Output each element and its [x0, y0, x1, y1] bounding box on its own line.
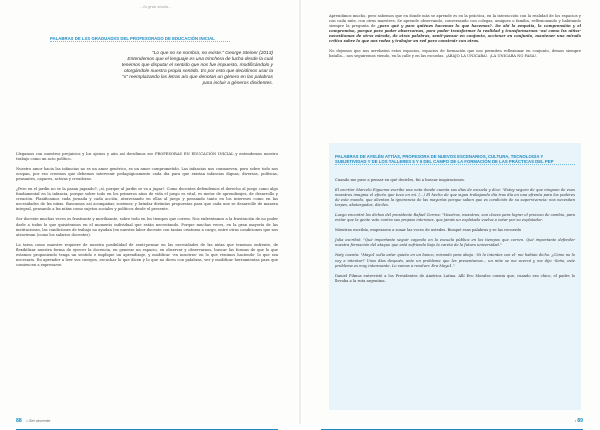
emphasis-text: ¿para qué y para quiénes hacemos lo que hacemos?. De ahí la empatía, la comprensión y el compromiso, porque para poder observarnos, para poder transformar la realidad y transformarnos -así como lxs niñxs- necesitamos de otrxs mirada, de otras palabras, senti-pensar en conjunto, accionar en conjunto, mantener una mirada crítica sobre lo que nos rodea y trabajar en red para construir con otros.	[329, 24, 581, 44]
left-section-heading: PALABRAS DE LXS GRADUADXS DEL PROFESORADO DE EDUCACIÓN INICIAL	[50, 36, 215, 41]
paragraph: Aprendimos mucho, pero sabemos que en donde más se aprende es en la práctica, en la interacción con la realidad de los espacios y con cada niñe, con otrxs maestres. Se aprende observando, conversando con colegas, amigues o familia, reflexionando y habitando siempre la pregunta de ¿para qué y para quiénes hacemos lo que hacemos?. De ahí la empatía, la comprensión y el compromiso, porque para poder observarnos, para poder transformar la realidad y transformarnos -así como lxs niñxs- necesitamos de otrxs mirada, de otras palabras, senti-pensar en conjunto, accionar en conjunto, mantener una mirada crítica sobre lo que nos rodea y trabajar en red para construir con otros.	[329, 14, 581, 44]
quote-line: "Lo que no se nombra, no existe." George Steiner (2013)	[151, 51, 273, 56]
page-number: 89	[577, 418, 583, 424]
left-heading-box	[50, 36, 230, 42]
quote-line: "x" reemplazando las letras a/o que denotan un género en las palabras	[122, 75, 273, 81]
quote-line: otorgándole nuestra propia sentido. Es por esto que decidimos usar la	[123, 69, 273, 75]
paragraph: Ser docente muchas veces es frustrante y movilizante, sobre todo en los tiempos que corren. Nos enfrentamos a la frustración de no poder darle a todxs lo que quisiéramos en el momento individual que están necesitando. Porque muchas veces, en la gran mayoría de las instituciones, las condiciones de trabajo no ayudan (en nuestra labor docente con tantas criaturas a cargo, entre otras condiciones que nos atraviesan (como los salarios docentes).	[16, 217, 278, 237]
paragraph: ¿Pero en el jardín no se la pasan jugando?, ¡sí, porque al jardín se va a jugar!. Como docentes defendemos el derecho al juego como algo fundamental en la infancia, porque sobre todo en los primeros años de vida el juego es vital, es motor de aprendizajes, de desarrollo y creación. Planificamos cada jornada y cada acción, atravesando en ellas al juego y pensando tanto en los intereses como en las necesidades de lxs niñxs. Buscamos así acompañar, sostener, y brindar distintas propuestas para que cada une se desarrolle de manera integral, pensando a lxs niñxs como sujetos sociales y políticos desde el presente.	[16, 187, 278, 212]
footer-title: Ser docente	[28, 418, 51, 423]
page-number: 88	[16, 418, 22, 424]
paragraph: La tarea como maestre requiere de nuestra posibilidad de senti-pensar en las necesidades de lxs niñxs que tenemos enfrente, de flexibilizar nuestra forma de ejercer la docencia, en generar un espacio, en observar y observarnos, buscar las formas de que lo que estamos proponiendo tenga un sentido e implique un aprendizaje, y modificar -en nosotrxs- en lo que venimos haciendo- lo que sea necesario. En aprender a leer sus cuerpos, escuchar lo que dicen y lo que no dicen con palabras, ver y modificar herramientas para que comiencen a expresarse.	[16, 242, 278, 267]
right-section-heading: PALABRAS DE AYELÉN ATTÍAS, PROFESORA DE NUEVOS ESCENARIOS, CULTURA, TECNOLOGÍA Y SUBJETIVIDAD Y DE LOS TALLERES 5 Y 6 DEL CAMPO DE LA FORMACIÓN DE LAS PRÁCTICAS DEL PEP	[335, 154, 554, 165]
right-body-top	[329, 14, 581, 59]
left-footer: 88 • Ser docente	[16, 409, 278, 430]
paragraph: No dejemos que nos arrebaten estos espacios, espacios de formación que nos permiten reflexionar en conjunto, demos siempre batalla... nos seguiremos viendo, en la calle y en las escuelas. ¡ABAJO LA UNICABA!. ¡LA UNICABA NO PASA!.	[329, 49, 581, 59]
right-body	[335, 178, 575, 284]
paragraph: Julia escribió: "Qué importante seguir cayendo en la escuela pública en los tiempos que corren. Qué importante defender nuestra formación del ataque que está sufriendo bajo la careta de la futura universidad."	[335, 238, 575, 248]
paragraph: Llegamos con nuestros prejuicios y los ajenos y aún así decidimos ser PROFESORAS EN EDUCACIÓN INICIAL y entendemos nuestro trabajo como un acto político.	[16, 152, 278, 162]
right-footer: • 89	[321, 409, 583, 430]
paragraph: Nuestro amor hacia las infancias no es un amor genérico, es un amor comprometido. Las infancias nos conmueven, pero sobre todo nos ocupan, por eso creemos que debemos intervenir pedagógicamente cada día para que existan infancias dignas, diversas, políticas, pensantes, capaces, activas y creadoras.	[16, 167, 278, 182]
quote-line: para incluir a géneros disidentes.	[202, 81, 273, 87]
left-page	[0, 0, 299, 424]
paragraph: Daniel Filmus entrevistó a los Presidentes de América Latina. Allí Evo Morales cuenta que, cuando era chico, el padre lo llevaba a la ruta argentina.	[335, 273, 575, 283]
paragraph: Mientras escribía, empezaron a sonar las voces de ustedes. Busqué esas palabras y se las recuerdo	[335, 228, 522, 233]
right-page	[301, 0, 600, 424]
epigraph-quote	[55, 51, 273, 88]
paragraph: Naty cuenta: "Mayo1 solía estar quieto en un banco, mirando para abajo. -Ni lo intentes con el- me habían dicho. ¿Cómo no lo voy a intentar? Unos días después, ante un problema que les presentamos... un niñe se me acercó y me dijo -Seño, este problema es muy interesante. Lo vamos a resolver. Era Mayo1."	[335, 253, 575, 268]
paragraph: El escritor Marcelo Figueras escribe una nota donde cuenta sus días de escuela y dice: "Estoy seguro de que ninguno de esos maestros imagina el efecto que tuvo en mí. (...) El hecho de que sigan trabajando día tras día en una afrenta para los poderes de este mundo, que alientan la ignorancia de las mayorías porque saben que es condición de su supervivencia: nos necesitan torpes, abotargados, dóciles.	[335, 188, 575, 208]
paragraph: Luego encontré los dichos del presidente Rafael Correa: "Vosotros, maestros, son claves para lograr el proceso de cambio, para evitar que la gente vote contra sus propios intereses, que jamás un explotado vuelva a votar por su explotador.	[335, 213, 575, 223]
quote-line: tenemos que disputar el sentido que nos fue impuesto, modificándolo y	[121, 63, 273, 69]
quote-line: Entendemos que el lenguaje es una trinchera de lucha desde la cual	[127, 57, 273, 63]
left-body	[16, 152, 278, 268]
paragraph: Cuando me puse a pensar en qué decirles, fui a buscar inspiraciones.	[335, 178, 465, 182]
running-head: ...la gran siesta...	[140, 5, 172, 9]
right-heading-box	[335, 154, 575, 165]
